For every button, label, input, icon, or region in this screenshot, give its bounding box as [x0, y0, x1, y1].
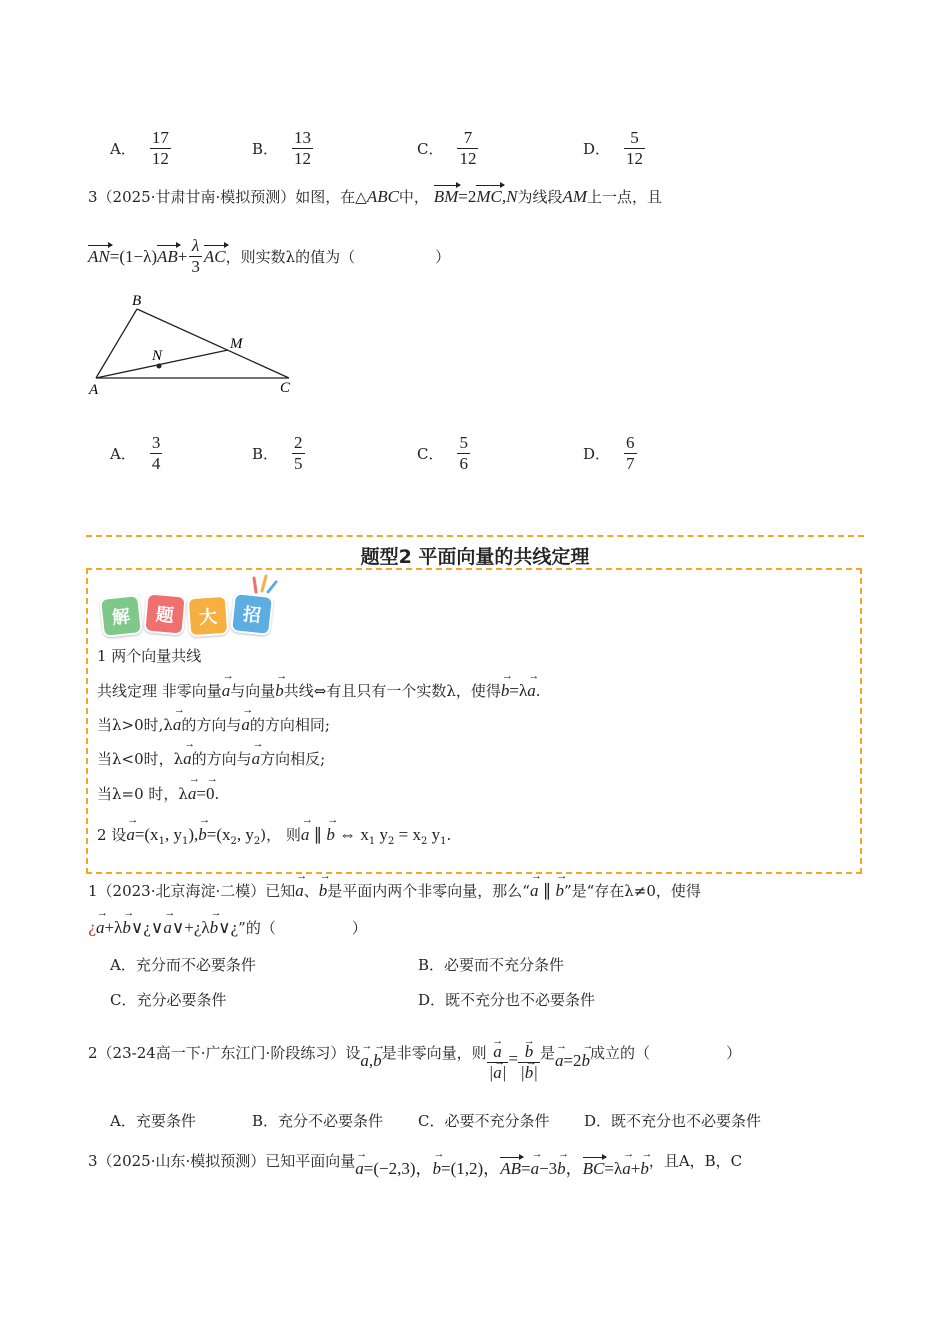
- p3-eq: =λ: [604, 1159, 623, 1178]
- label-a: A: [89, 382, 99, 398]
- vector-b: → b: [210, 918, 219, 938]
- vector-b: → b: [557, 1159, 566, 1179]
- subscript: 1: [440, 836, 447, 847]
- vector-b: → b: [433, 1159, 442, 1179]
- tip-theorem: [97, 680, 541, 701]
- vector-a: → a: [183, 749, 192, 769]
- vector-bm: BM: [433, 187, 459, 206]
- q2-option-a: [110, 128, 171, 169]
- q3-option-d: [583, 433, 637, 474]
- p3-eq: −3: [539, 1159, 558, 1178]
- triangle-symbol: △: [355, 188, 367, 206]
- subscript: 1: [368, 836, 376, 847]
- tip-text: 的方向与: [181, 716, 242, 734]
- tip-text: 与向量: [230, 682, 276, 700]
- tip-text: 当λ<0时，λ: [97, 750, 184, 768]
- option-label: B．: [252, 140, 279, 158]
- lambda-fraction: [189, 236, 202, 277]
- q3-option-b: [252, 433, 305, 474]
- badge-jie: 解: [99, 594, 143, 638]
- option-fraction: [150, 128, 171, 169]
- unit-vector-b: [518, 1042, 540, 1083]
- triangle-figure: [86, 292, 301, 402]
- vector-b: → b: [640, 1159, 649, 1179]
- p1-eq: ∨+¿λ: [171, 918, 210, 937]
- denominator: 6: [459, 454, 468, 473]
- option-label: A．: [110, 445, 136, 463]
- vector-b: → b: [582, 1051, 591, 1071]
- vector-ab: AB: [500, 1159, 521, 1178]
- option-fraction: [292, 433, 305, 474]
- q2-option-d: [583, 128, 645, 169]
- option-fraction: [624, 433, 637, 474]
- numerator: 13: [294, 128, 312, 147]
- label-b: B: [132, 293, 142, 309]
- numerator: 7: [463, 128, 473, 147]
- tip-text: .: [535, 682, 541, 700]
- label-m: M: [230, 336, 243, 352]
- denominator: 3: [191, 257, 200, 276]
- vector-a: → a: [222, 681, 231, 701]
- tip-zero: [97, 783, 219, 804]
- vector-a: → a: [527, 681, 536, 701]
- tip-heading: 1 两个向量共线: [97, 647, 202, 665]
- q3-question: ，则实数λ的值为（: [225, 248, 356, 266]
- vector-a: → a: [530, 881, 539, 901]
- numerator: 5: [630, 128, 639, 147]
- plus-sign: +: [177, 246, 188, 266]
- zero-vector: → 0: [206, 784, 215, 804]
- p1-choice-a: A．充分而不必要条件: [110, 956, 256, 974]
- tip-text: 共线定理 非零向量: [97, 682, 222, 700]
- badge-da: 大: [187, 595, 230, 638]
- p2-eq: =: [508, 1048, 519, 1068]
- q3-prefix: 3（2025·甘肃甘南·模拟预测）如图，在: [88, 188, 356, 206]
- subscript: 2: [387, 836, 395, 847]
- p2-choice-c: C．必要不充分条件: [418, 1112, 550, 1130]
- vector-a: → a: [173, 715, 182, 735]
- garbled-char: ¿: [88, 919, 97, 937]
- tip-eq: = x: [394, 825, 421, 844]
- vector-a: → a: [241, 715, 250, 735]
- q3-eq: =2: [458, 187, 477, 206]
- q2-option-b: [252, 128, 313, 169]
- vector-a: → a: [252, 749, 261, 769]
- p2-choice-a: A．充要条件: [110, 1112, 196, 1130]
- badge-ti: 题: [143, 592, 186, 635]
- numerator: → a: [491, 1042, 504, 1062]
- vector-b: → b: [525, 1063, 534, 1083]
- tip-text: .: [446, 826, 452, 844]
- p2-text: 是非零向量，则: [381, 1044, 487, 1062]
- vector-a: → a: [163, 918, 172, 938]
- tip-text: 当λ>0时,λ: [97, 716, 173, 734]
- option-fraction: [457, 128, 478, 169]
- label-c: C: [280, 380, 291, 396]
- q3-close: ）: [435, 248, 451, 266]
- p1-text: 是平面内两个非零向量，那么“: [327, 882, 530, 900]
- option-label: A．: [110, 140, 136, 158]
- p2-text: 是: [539, 1044, 555, 1062]
- p2-line: [88, 1032, 742, 1082]
- vector-b: → b: [555, 881, 564, 901]
- p1-text: ）: [351, 919, 367, 937]
- p1-text: 1（2023·北京海淀·二模）已知: [88, 882, 296, 900]
- tip-text: )， 则: [260, 826, 301, 844]
- denominator: 12: [459, 149, 477, 168]
- tip-eq: =λ: [509, 681, 528, 700]
- tip-text: 方向相反;: [260, 750, 326, 768]
- vector-b: → b: [319, 881, 328, 901]
- q3-line1: [88, 186, 662, 207]
- p1-choice-b: B．必要而不充分条件: [418, 956, 565, 974]
- denominator: 12: [151, 149, 169, 168]
- tip-text: 的方向与: [191, 750, 252, 768]
- p1-choice-d: D．既不充分也不必要条件: [418, 991, 596, 1009]
- q3-text: 上一点，且: [587, 188, 663, 206]
- option-fraction: [150, 433, 163, 474]
- vector-a: → a: [531, 1159, 540, 1179]
- subscript: 2: [253, 836, 261, 847]
- option-fraction: [624, 128, 645, 169]
- vector-b: → b: [501, 681, 510, 701]
- subscript: 1: [181, 836, 189, 847]
- p3-text: 3（2025·山东·模拟预测）已知平面向量: [88, 1152, 356, 1170]
- vector-ab: AB: [156, 246, 178, 266]
- vector-b: → b: [198, 825, 207, 845]
- vector-b: → b: [275, 681, 284, 701]
- tip-eq: , y: [164, 825, 182, 844]
- parallel-symbol: ∥: [538, 881, 556, 900]
- tip-eq: =(x: [134, 825, 159, 844]
- section-divider: [86, 535, 864, 537]
- vector-a: → a: [355, 1159, 364, 1179]
- denominator: |→ a|: [487, 1063, 509, 1083]
- option-label: C．: [417, 140, 444, 158]
- p2-eq: =2: [563, 1050, 582, 1070]
- tip-text: 2 设: [97, 826, 127, 844]
- p1-text: ”是“存在λ≠0，使得: [563, 882, 701, 900]
- p1-line1: [88, 880, 701, 901]
- q3-option-c: [417, 433, 470, 474]
- tip-text: 当λ=0 时，λ: [97, 785, 188, 803]
- tip-negative: [97, 748, 325, 769]
- p1-eq: ∨¿: [218, 918, 239, 937]
- vector-ac: AC: [203, 246, 226, 266]
- option-fraction: [292, 128, 313, 169]
- vector-a: → a: [96, 918, 105, 938]
- p1-eq: +λ: [104, 918, 123, 937]
- q3-eq: =(1−λ): [109, 246, 157, 266]
- denominator: 12: [626, 149, 644, 168]
- tip-text: .: [214, 785, 220, 803]
- tip-eq: y: [375, 825, 388, 844]
- numerator: 2: [294, 433, 303, 452]
- option-label: D．: [583, 140, 611, 158]
- section-title: 题型2 平面向量的共线定理: [360, 546, 590, 568]
- p1-eq: ∨¿∨: [130, 918, 164, 937]
- tip-eq: ),: [188, 825, 199, 844]
- numerator: 6: [626, 433, 635, 452]
- subscript: 1: [158, 836, 165, 847]
- tip-text: 的方向相同;: [249, 716, 330, 734]
- vector-a: → a: [622, 1159, 631, 1179]
- option-fraction: [457, 433, 470, 474]
- p3-eq: =(−2,3)，: [363, 1159, 433, 1178]
- parallel-symbol: ∥: [309, 825, 327, 844]
- q3-line2: [88, 236, 450, 277]
- numerator: 5: [459, 433, 468, 452]
- p2-text: 2（23-24高一下·广东江门·阶段练习）设: [88, 1044, 361, 1062]
- tip-eq: =: [196, 784, 206, 803]
- denominator: 7: [626, 454, 635, 473]
- tip-eq: , y: [236, 825, 254, 844]
- tip-eq: y: [427, 825, 441, 844]
- p3-eq: ，: [565, 1159, 583, 1178]
- vector-a: → a: [360, 1051, 369, 1071]
- p3-line: [88, 1146, 743, 1178]
- vector-a: → a: [126, 825, 135, 845]
- vector-bc: BC: [582, 1159, 605, 1178]
- vector-a: → a: [188, 784, 197, 804]
- vector-a: → a: [295, 881, 304, 901]
- vector-a: → a: [493, 1063, 502, 1083]
- p2-text: ,: [368, 1050, 374, 1070]
- option-label: B．: [252, 445, 279, 463]
- p3-eq: =: [520, 1159, 531, 1178]
- triangle-name: ABC: [366, 187, 399, 206]
- p2-text: ）: [726, 1044, 742, 1062]
- vector-b: → b: [373, 1051, 382, 1071]
- numerator: 17: [151, 128, 169, 147]
- p2-choice-d: D．既不充分也不必要条件: [584, 1112, 762, 1130]
- p1-choice-c: C．充分必要条件: [110, 991, 227, 1009]
- p2-choice-b: B．充分不必要条件: [252, 1112, 384, 1130]
- subscript: 2: [230, 836, 237, 847]
- p1-line2: [88, 917, 367, 938]
- vector-b: → b: [326, 825, 335, 845]
- numerator: → b: [523, 1042, 536, 1062]
- p3-eq: =(1,2)，: [441, 1159, 501, 1178]
- denominator: 4: [151, 454, 161, 473]
- tip-eq: ⇔ x: [334, 825, 369, 844]
- subscript: 2: [420, 836, 428, 847]
- vector-b: → b: [122, 918, 131, 938]
- badge-zhao: 招: [230, 592, 274, 636]
- vector-an: AN: [88, 246, 110, 266]
- numerator: λ: [191, 236, 200, 255]
- q3-text: 中，: [398, 188, 429, 206]
- tip-text: 共线⇔有且只有一个实数λ，使得: [283, 682, 501, 700]
- p3-eq: +: [630, 1159, 641, 1178]
- p2-text: 成立的（: [590, 1044, 651, 1062]
- p3-text: ，且A，B，C: [648, 1152, 743, 1170]
- vector-a: → a: [555, 1051, 564, 1071]
- sparkle-icon: [250, 572, 280, 594]
- q3-option-a: [110, 433, 162, 474]
- denominator: 12: [294, 149, 312, 168]
- denominator: 5: [294, 454, 303, 473]
- tip-positive: [97, 714, 330, 735]
- numerator: 3: [151, 433, 161, 452]
- p1-text: ”的（: [238, 919, 276, 937]
- tip-eq: =(x: [206, 825, 231, 844]
- label-n: N: [152, 348, 163, 364]
- q2-option-c: [417, 128, 478, 169]
- unit-vector-a: [487, 1042, 509, 1083]
- point-n: ,N: [501, 187, 518, 206]
- option-label: D．: [583, 445, 611, 463]
- q3-text: 为线段: [517, 188, 563, 206]
- option-label: C．: [417, 445, 444, 463]
- p1-text: 、: [303, 882, 319, 900]
- vector-a: → a: [301, 825, 310, 845]
- denominator: |→ b|: [518, 1063, 540, 1083]
- tip-coordinates: [97, 824, 451, 847]
- segment-am: AM: [562, 187, 588, 206]
- vector-mc: MC: [476, 187, 502, 206]
